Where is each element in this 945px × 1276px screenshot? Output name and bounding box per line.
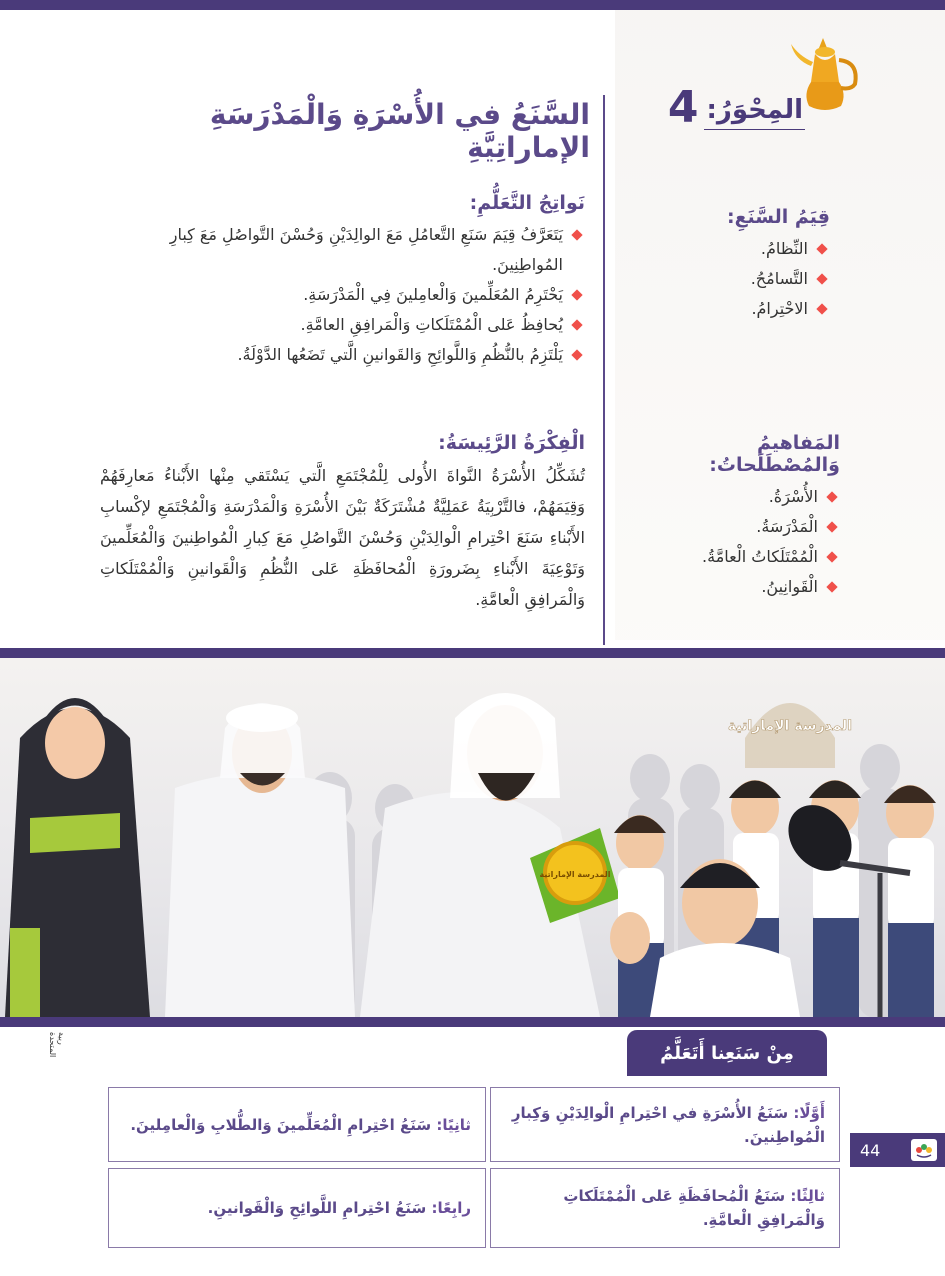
learn-box-first <box>490 1087 840 1162</box>
learning-outcomes-heading: نَواتِجُ التَّعَلُّمِ: <box>469 192 585 214</box>
main-idea <box>100 432 585 615</box>
learn-box-fourth <box>108 1168 486 1248</box>
list-item: النِّظامُ. <box>640 234 830 264</box>
list-item: الأُسْرَةُ. <box>620 482 840 512</box>
learn-box-third <box>490 1168 840 1248</box>
vertical-divider <box>603 95 605 645</box>
axis-label: المِحْوَرُ: <box>704 95 805 130</box>
learn-box-text: سَنَعُ احْتِرامِ اللَّوائِحِ وَالْقَوانينِ. <box>207 1199 427 1217</box>
learning-outcomes <box>100 192 585 370</box>
learn-box-lead: أَوَّلًا: <box>793 1103 825 1122</box>
learn-from-sanaa-tab: مِنْ سَنَعِنا أَتَعَلَّمُ <box>627 1030 827 1076</box>
ceremony-scene <box>0 658 945 1017</box>
learn-box-lead: ثانِيًا: <box>436 1115 471 1134</box>
list-item: الْمُمْتَلَكاتُ الْعامَّةُ. <box>620 542 840 572</box>
learn-box-text: سَنَعُ الأُسْرَةِ في احْتِرامِ الْوالِدَيْنِ وَكِبارِ الْمُواطِنينَ. <box>511 1103 825 1146</box>
concepts-terms <box>620 432 840 602</box>
concepts-heading: المَفاهيمُ وَالمُصْطَلَحاتُ: <box>709 432 840 476</box>
learn-box-text: سَنَعُ احْتِرامِ الْمُعَلِّمينَ وَالطُّلابِ وَالْعامِلينَ. <box>130 1115 432 1134</box>
main-idea-heading: الْفِكْرَةُ الرَّئِيسَةُ: <box>438 432 585 454</box>
page-number-tab <box>850 1133 945 1167</box>
illustration-bottom-band <box>0 1017 945 1027</box>
book-logo-icon <box>911 1139 937 1161</box>
list-item: يَلْتَزِمُ بالنُّظُمِ وَاللَّوائِحِ وَالقَوانينِ الَّتي تَضَعُها الدَّوْلَةُ. <box>100 340 585 370</box>
list-item: التَّسامُحُ. <box>640 264 830 294</box>
top-bar <box>0 0 945 10</box>
side-caption: ربية المتحدة <box>48 1032 66 1058</box>
ceremony-illustration <box>0 658 945 1017</box>
plaque-text: المدرسة الإماراتية <box>539 870 611 879</box>
mother-figure <box>5 698 150 1017</box>
father-figure <box>165 703 355 1017</box>
list-item: الاحْتِرامُ. <box>640 294 830 324</box>
list-item: يَحْتَرِمُ المُعَلِّمينَ وَالْعامِلينَ فِي الْمَدْرَسَةِ. <box>100 280 585 310</box>
school-sign-text: المدرسة الإماراتية <box>727 718 853 734</box>
list-item: الْمَدْرَسَةُ. <box>620 512 840 542</box>
sanaa-values-heading: قِيَمُ السَّنَعِ: <box>726 206 830 228</box>
list-item: الْقَوانِينُ. <box>620 572 840 602</box>
learn-box-lead: رابِعًا: <box>431 1199 471 1217</box>
list-item: يُحافِظُ عَلى الْمُمْتَلَكاتِ وَالْمَرافِقِ العامَّةِ. <box>100 310 585 340</box>
list-item: يَتَعَرَّفُ قِيَمَ سَنَعِ التَّعامُلِ مَعَ الوالِدَيْنِ وَحُسْنَ التَّواصُلِ مَعَ كِبارِ المُواطِنِينَ. <box>100 220 585 280</box>
page-title: السَّنَعُ في الأُسْرَةِ وَالْمَدْرَسَةِ الإماراتِيَّةِ <box>209 98 590 164</box>
learn-box-second <box>108 1087 486 1162</box>
axis-number: 4 <box>667 82 699 133</box>
learn-box-text: سَنَعُ الْمُحافَظَةِ عَلى الْمُمْتَلَكاتِ وَالْمَرافِقِ الْعامَّةِ. <box>563 1187 825 1229</box>
main-idea-text: تُشَكِّلُ الأُسْرَةُ النَّواةَ الأُولى لِلْمُجْتَمَعِ الَّتي يَسْتَقي مِنْها الأَبْناءُ مَعارِفَهُمْ وَقِيَمَهُمْ، فالتَّرْبِيَةُ عَمَلِيَّةٌ مُشْتَرَكَةٌ بَيْنَ الأُسْرَةِ وَالْمَدْرَسَةِ وَالْمُجْتَمَعِ لإكْسابِ الأَبْناءِ سَنَعَ احْتِرامِ الْوالِدَيْنِ وَحُسْنَ التَّواصُلِ مَعَ كِبارِ الْمُواطِنينَ وَالْمُعَلِّمينَ وَتَوْعِيَةَ الأَبْناءِ بِضَرورَةِ الْمُحافَظَةِ عَلى النُّظُمِ وَالْقَوانينِ وَالْمُمْتَلَكاتِ وَالْمَرافِقِ الْعامَّةِ. <box>100 466 585 609</box>
page-number: 44 <box>860 1140 881 1160</box>
learn-box-lead: ثالِثًا: <box>790 1187 825 1205</box>
school-sign <box>728 703 852 768</box>
axis-header <box>605 82 805 133</box>
illustration-top-band <box>0 648 945 658</box>
sanaa-values <box>640 206 830 324</box>
